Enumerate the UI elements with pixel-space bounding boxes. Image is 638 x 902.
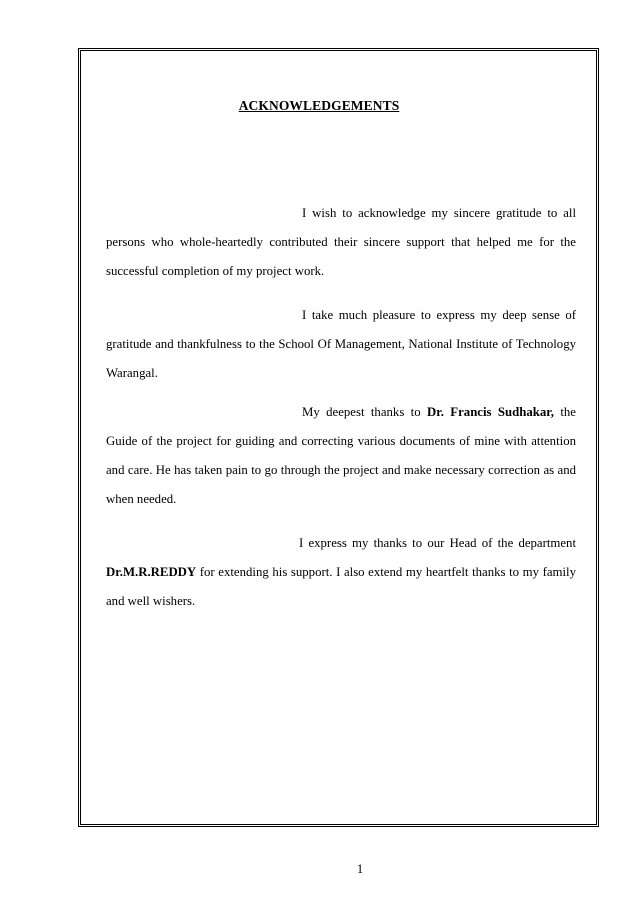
- paragraph-4: [106, 529, 576, 616]
- page-title: ACKNOWLEDGEMENTS: [238, 98, 400, 113]
- paragraph-3-lead: My deepest thanks to: [302, 405, 427, 419]
- page-number: 1: [356, 862, 364, 876]
- paragraph-4-lead: I express my thanks to our Head of the department: [299, 536, 576, 550]
- hod-name: Dr.M.R.REDDY: [106, 565, 197, 579]
- paragraph-2: I take much pleasure to express my deep sense of gratitude and thankfulness to the School Of Management, National Institute of Technology Warangal.: [106, 308, 576, 380]
- paragraph-4-rest: for extending his support. I also extend my heartfelt thanks to my family and well wishers.: [106, 565, 576, 608]
- paragraph-1: I wish to acknowledge my sincere gratitude to all persons who whole-heartedly contributed their sincere support that helped me for the successful completion of my project work.: [106, 206, 576, 278]
- guide-name: Dr. Francis Sudhakar,: [426, 405, 554, 419]
- paragraph-3: [106, 398, 576, 514]
- paragraph-3-rest: the Guide of the project for guiding and correcting various documents of mine with attention and care. He has taken pain to go through the project and make necessary correction as and when needed.: [106, 405, 576, 506]
